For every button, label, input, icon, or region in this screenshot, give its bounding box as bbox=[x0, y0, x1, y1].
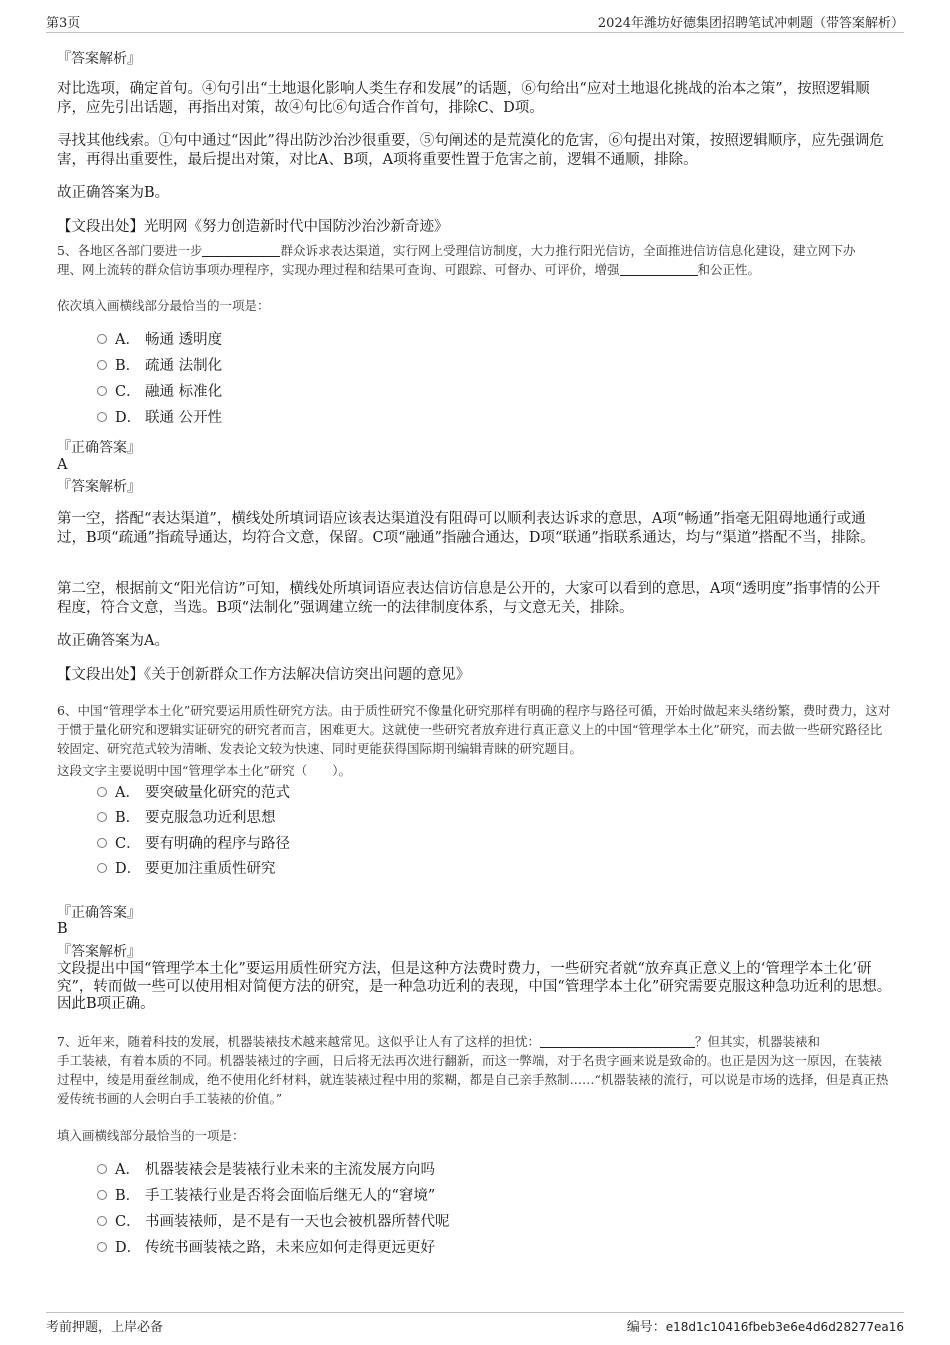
radio-icon[interactable] bbox=[97, 360, 107, 370]
q6-analysis: 文段提出中国“管理学本土化”要运用质性研究方法，但是这种方法费时费力，一些研究者就“放弃真正意义上的‘管理学本土化’研究”，转而做一些可以使用相对简便方法的研究，是一种急功近利的表现，中国“管理学本土化”研究需要克服这种急功近利的思想。因此B项正确。 bbox=[57, 961, 892, 1012]
q7-option-a[interactable]: A． 机器装裱会是装裱行业未来的主流发展方向吗 bbox=[97, 1160, 435, 1180]
q6-prompt: 这段文字主要说明中国“管理学本土化”研究（ ）。 bbox=[57, 763, 352, 778]
radio-icon[interactable] bbox=[97, 787, 107, 797]
q7-option-c[interactable]: C． 书画装裱师，是不是有一天也会被机器所替代呢 bbox=[97, 1212, 450, 1232]
radio-icon[interactable] bbox=[97, 1164, 107, 1174]
q6-answer: B bbox=[57, 921, 68, 937]
q5-analysis-para2: 第二空，根据前文“阳光信访”可知，横线处所填词语应表达信访信息是公开的，大家可以看到的意思，A项“透明度”指事情的公开程度，符合文意，当选。B项“法制化”强调建立统一的法律制度体系，与文意无关，排除。 bbox=[57, 581, 881, 616]
q5-blank-2 bbox=[620, 263, 698, 276]
q6-answer-label: 『正确答案』 bbox=[57, 905, 141, 921]
radio-icon[interactable] bbox=[97, 1190, 107, 1200]
q6-stem: 6、中国“管理学本土化”研究要运用质性研究方法。由于质性研究不像量化研究那样有明确的程序与路径可循，开始时做起来头绪纷繁，费时费力，这对于惯于量化研究和逻辑实证研究的研究者而言，困难更大。这就使一些研究者放弃进行真正意义上的中国“管理学本土化”研究，而去做一些研究路径比较固定、研究范式较为清晰、发表论文较为快速、同时更能获得国际期刊编辑青睐的研究题目。 bbox=[57, 703, 891, 756]
q4-analysis-para1: 对比选项，确定首句。④句引出“土地退化影响人类生存和发展”的话题，⑥句给出“应对土地退化挑战的治本之策”，按照逻辑顺序，应先引出话题，再指出对策，故④句比⑥句适合作首句，排除C、D项。 bbox=[57, 81, 870, 116]
q6-option-a[interactable]: A． 要突破量化研究的范式 bbox=[97, 783, 290, 803]
footer-slogan: 考前押题，上岸必备 bbox=[46, 1320, 164, 1335]
q5-option-b[interactable]: B． 疏通 法制化 bbox=[97, 356, 222, 376]
q7-blank bbox=[540, 1035, 695, 1048]
radio-icon[interactable] bbox=[97, 812, 107, 822]
q5-option-a[interactable]: A． 畅通 透明度 bbox=[97, 330, 222, 350]
q5-source: 【文段出处】《关于创新群众工作方法解决信访突出问题的意见》 bbox=[57, 667, 471, 683]
q7-option-d[interactable]: D． 传统书画装裱之路，未来应如何走得更远更好 bbox=[97, 1238, 435, 1258]
q5-conclusion: 故正确答案为A。 bbox=[57, 633, 169, 649]
q5-prompt: 依次填入画横线部分最恰当的一项是： bbox=[57, 298, 270, 313]
q5-option-c[interactable]: C． 融通 标准化 bbox=[97, 382, 222, 402]
radio-icon[interactable] bbox=[97, 412, 107, 422]
q7-prompt: 填入画横线部分最恰当的一项是： bbox=[57, 1128, 245, 1143]
q7-stem: 7、近年来，随着科技的发展，机器装裱技术越来越常见。这似乎让人有了这样的担忧： ？但其实，机器装裱和 手工装裱，有着本质的不同。机器装裱过的字画，日后将无法再次进行翻新，而这一弊端，对于名贵字画来说是致命的。也正是因为这一原因，在装裱过程中，绫是用蚕丝制成，绝不使用化纤材料，就连装裱过程中用的浆糊，都是自己亲手熬制……“机器装裱的流行，可以说是市场的选择，但是真正热爱传统书画的人会明白手工装裱的价值。” bbox=[57, 1034, 889, 1106]
q4-conclusion: 故正确答案为B。 bbox=[57, 185, 170, 201]
q5-stem: 5、各地区各部门要进一步 群众诉求表达渠道，实行网上受理信访制度，大力推行阳光信访，全面推进信访信息化建设，建立网下办 理、网上流转的群众信访事项办理程序，实现办理过程和结果可查询、可跟踪、可督办、可评价，增强 和公正性。 bbox=[57, 243, 856, 277]
document-code: 编号：e18d1c10416fbeb3e6e4d6d28277ea16 bbox=[626, 1320, 904, 1335]
q6-option-d[interactable]: D． 要更加注重质性研究 bbox=[97, 859, 276, 879]
page-number: 第3页 bbox=[46, 16, 81, 31]
q5-answer: A bbox=[57, 457, 68, 473]
q5-option-d[interactable]: D． 联通 公开性 bbox=[97, 408, 222, 428]
document-title: 2024年潍坊好德集团招聘笔试冲刺题（带答案解析） bbox=[597, 16, 904, 31]
radio-icon[interactable] bbox=[97, 334, 107, 344]
q5-answer-label: 『正确答案』 bbox=[57, 440, 141, 456]
q6-option-c[interactable]: C． 要有明确的程序与路径 bbox=[97, 834, 290, 854]
q6-option-b[interactable]: B． 要克服急功近利思想 bbox=[97, 808, 276, 828]
q5-analysis-para1: 第一空，搭配“表达渠道”，横线处所填词语应该表达渠道没有阻碍可以顺利表达诉求的意思，A项“畅通”指毫无阻碍地通行或通过，B项“疏通”指疏导通达，均符合文意，保留。C项“融通”指融合通达，D项“联通”指联系通达，均与“渠道”搭配不当，排除。 bbox=[57, 511, 875, 546]
q6-analysis-label: 『答案解析』 bbox=[57, 944, 141, 960]
q5-blank-1 bbox=[202, 244, 280, 257]
page-footer bbox=[46, 1312, 904, 1335]
radio-icon[interactable] bbox=[97, 1216, 107, 1226]
q4-analysis-label: 『答案解析』 bbox=[57, 51, 141, 67]
page-header bbox=[46, 12, 904, 33]
radio-icon[interactable] bbox=[97, 838, 107, 848]
radio-icon[interactable] bbox=[97, 386, 107, 396]
q7-option-b[interactable]: B． 手工装裱行业是否将会面临后继无人的“窘境” bbox=[97, 1186, 435, 1206]
radio-icon[interactable] bbox=[97, 1242, 107, 1252]
q4-source: 【文段出处】光明网《努力创造新时代中国防沙治沙新奇迹》 bbox=[57, 219, 449, 235]
q5-analysis-label: 『答案解析』 bbox=[57, 479, 141, 495]
radio-icon[interactable] bbox=[97, 863, 107, 873]
q4-analysis-para2: 寻找其他线索。①句中通过“因此”得出防沙治沙很重要，⑤句阐述的是荒漠化的危害，⑥句提出对策，按照逻辑顺序，应先强调危害，再得出重要性，最后提出对策，对比A、B项，A项将重要性置于危害之前，逻辑不通顺，排除。 bbox=[57, 133, 884, 168]
